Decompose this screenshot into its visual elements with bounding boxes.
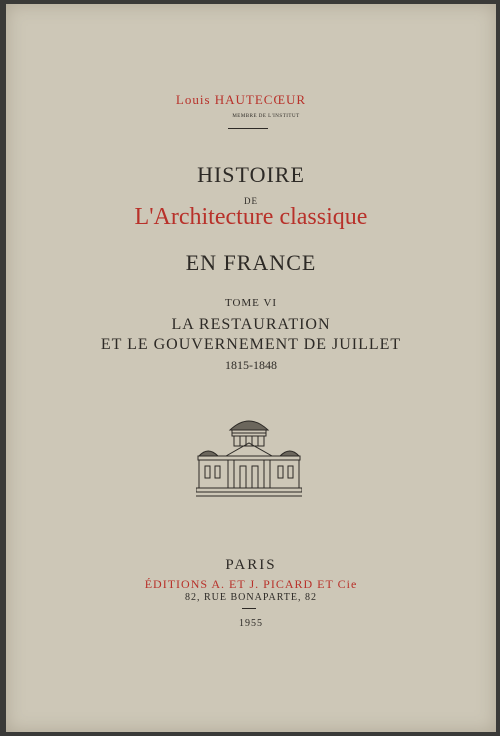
title-line-en-france: EN FRANCE <box>185 250 317 275</box>
volume-subtitle-2: ET LE GOUVERNEMENT DE JUILLET <box>100 336 402 353</box>
volume-years: 1815-1848 <box>225 358 277 372</box>
publisher-address: 82, RUE BONAPARTE, 82 <box>185 592 317 603</box>
title-line-de: DE <box>244 196 258 206</box>
volume-tome: TOME VI <box>224 297 278 309</box>
author-rule <box>228 128 268 129</box>
building-engraving <box>196 412 302 498</box>
book-cover <box>6 4 496 732</box>
volume-subtitle-1: LA RESTAURATION <box>171 316 331 333</box>
publisher-rule <box>242 608 256 609</box>
title-line-histoire: HISTOIRE <box>197 162 305 187</box>
title-line-architecture: L'Architecture classique <box>134 204 368 230</box>
publisher-name: ÉDITIONS A. ET J. PICARD ET Cie <box>144 577 358 591</box>
publication-year: 1955 <box>239 618 263 629</box>
author-membership: MEMBRE DE L'INSTITUT <box>232 114 300 119</box>
publisher-city: PARIS <box>225 557 277 573</box>
author-name: Louis HAUTECŒUR <box>175 92 307 107</box>
